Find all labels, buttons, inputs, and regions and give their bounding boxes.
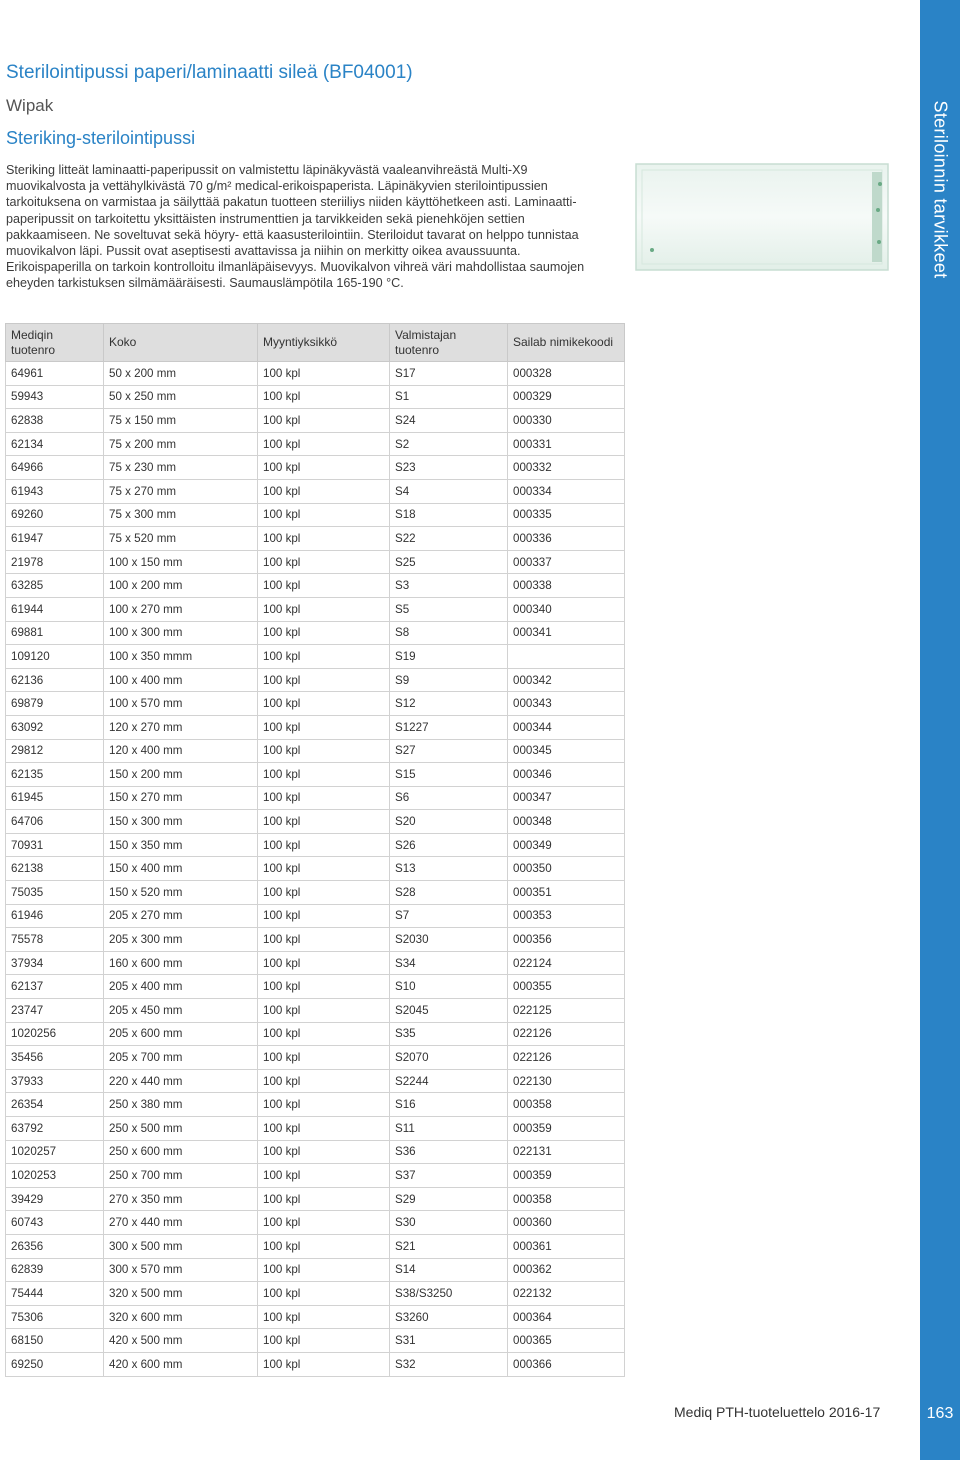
table-row: [6, 1117, 625, 1141]
cell-mediq-number: 61945: [6, 786, 104, 810]
table-row: [6, 503, 625, 527]
cell-mediq-number: 62135: [6, 763, 104, 787]
table-row: [6, 786, 625, 810]
cell-size: 100 x 300 mm: [104, 621, 258, 645]
cell-mediq-number: 62839: [6, 1258, 104, 1282]
table-row: [6, 833, 625, 857]
cell-size: 120 x 270 mm: [104, 715, 258, 739]
cell-manufacturer-number: S3260: [390, 1305, 508, 1329]
cell-sales-unit: 100 kpl: [258, 833, 390, 857]
cell-mediq-number: 69879: [6, 692, 104, 716]
cell-size: 150 x 520 mm: [104, 881, 258, 905]
header-size: Koko: [104, 324, 258, 362]
cell-sailab-code: 000344: [508, 715, 625, 739]
cell-sailab-code: 000331: [508, 432, 625, 456]
cell-mediq-number: 63285: [6, 574, 104, 598]
cell-sailab-code: 000362: [508, 1258, 625, 1282]
section-label-text: Steriloinnin tarvikkeet: [930, 100, 951, 278]
cell-manufacturer-number: S30: [390, 1211, 508, 1235]
cell-size: 205 x 270 mm: [104, 904, 258, 928]
cell-sales-unit: 100 kpl: [258, 928, 390, 952]
table-row: [6, 1069, 625, 1093]
cell-size: 75 x 230 mm: [104, 456, 258, 480]
cell-sailab-code: 022132: [508, 1282, 625, 1306]
cell-sailab-code: 000349: [508, 833, 625, 857]
cell-sales-unit: 100 kpl: [258, 786, 390, 810]
cell-manufacturer-number: S2030: [390, 928, 508, 952]
cell-mediq-number: 70931: [6, 833, 104, 857]
cell-sales-unit: 100 kpl: [258, 1069, 390, 1093]
cell-size: 100 x 270 mm: [104, 597, 258, 621]
section-label: [920, 64, 960, 314]
cell-manufacturer-number: S20: [390, 810, 508, 834]
cell-sailab-code: 000365: [508, 1329, 625, 1353]
table-row: [6, 1046, 625, 1070]
cell-manufacturer-number: S21: [390, 1234, 508, 1258]
table-row: [6, 668, 625, 692]
cell-sales-unit: 100 kpl: [258, 1093, 390, 1117]
cell-manufacturer-number: S27: [390, 739, 508, 763]
cell-size: 120 x 400 mm: [104, 739, 258, 763]
table-row: [6, 479, 625, 503]
cell-sailab-code: 022131: [508, 1140, 625, 1164]
table-row: [6, 1022, 625, 1046]
table-row: [6, 1258, 625, 1282]
cell-size: 205 x 700 mm: [104, 1046, 258, 1070]
table-row: [6, 763, 625, 787]
table-row: [6, 951, 625, 975]
table-row: [6, 999, 625, 1023]
table-row: [6, 810, 625, 834]
cell-mediq-number: 35456: [6, 1046, 104, 1070]
cell-manufacturer-number: S9: [390, 668, 508, 692]
cell-mediq-number: 64706: [6, 810, 104, 834]
cell-mediq-number: 69260: [6, 503, 104, 527]
cell-sailab-code: 000358: [508, 1093, 625, 1117]
table-row: [6, 385, 625, 409]
table-row: [6, 1140, 625, 1164]
cell-sailab-code: 000342: [508, 668, 625, 692]
cell-manufacturer-number: S24: [390, 409, 508, 433]
table-row: [6, 692, 625, 716]
cell-size: 250 x 380 mm: [104, 1093, 258, 1117]
table-row: [6, 645, 625, 669]
cell-manufacturer-number: S16: [390, 1093, 508, 1117]
cell-sailab-code: 022126: [508, 1046, 625, 1070]
cell-size: 250 x 700 mm: [104, 1164, 258, 1188]
cell-sales-unit: 100 kpl: [258, 503, 390, 527]
table-row: [6, 432, 625, 456]
cell-sailab-code: 000350: [508, 857, 625, 881]
table-row: [6, 1305, 625, 1329]
table-row: [6, 574, 625, 598]
table-row: [6, 1282, 625, 1306]
cell-manufacturer-number: S37: [390, 1164, 508, 1188]
table-row: [6, 715, 625, 739]
cell-manufacturer-number: S17: [390, 362, 508, 386]
cell-sailab-code: 000364: [508, 1305, 625, 1329]
product-photo: [634, 160, 890, 274]
cell-manufacturer-number: S12: [390, 692, 508, 716]
cell-size: 420 x 600 mm: [104, 1352, 258, 1376]
cell-sailab-code: 000347: [508, 786, 625, 810]
cell-sailab-code: 022130: [508, 1069, 625, 1093]
cell-size: 150 x 200 mm: [104, 763, 258, 787]
cell-sailab-code: 000351: [508, 881, 625, 905]
cell-sales-unit: 100 kpl: [258, 1234, 390, 1258]
cell-sales-unit: 100 kpl: [258, 999, 390, 1023]
cell-mediq-number: 64966: [6, 456, 104, 480]
cell-size: 75 x 300 mm: [104, 503, 258, 527]
cell-size: 220 x 440 mm: [104, 1069, 258, 1093]
cell-sailab-code: 000329: [508, 385, 625, 409]
cell-sailab-code: [508, 645, 625, 669]
cell-sales-unit: 100 kpl: [258, 810, 390, 834]
cell-sales-unit: 100 kpl: [258, 975, 390, 999]
cell-mediq-number: 75306: [6, 1305, 104, 1329]
cell-size: 75 x 520 mm: [104, 527, 258, 551]
cell-sailab-code: 000335: [508, 503, 625, 527]
cell-sales-unit: 100 kpl: [258, 1140, 390, 1164]
cell-sales-unit: 100 kpl: [258, 951, 390, 975]
cell-sales-unit: 100 kpl: [258, 904, 390, 928]
cell-sailab-code: 000345: [508, 739, 625, 763]
cell-sales-unit: 100 kpl: [258, 739, 390, 763]
cell-size: 205 x 450 mm: [104, 999, 258, 1023]
cell-size: 320 x 500 mm: [104, 1282, 258, 1306]
cell-sales-unit: 100 kpl: [258, 1329, 390, 1353]
cell-manufacturer-number: S4: [390, 479, 508, 503]
cell-manufacturer-number: S22: [390, 527, 508, 551]
cell-manufacturer-number: S8: [390, 621, 508, 645]
cell-manufacturer-number: S3: [390, 574, 508, 598]
cell-mediq-number: 21978: [6, 550, 104, 574]
table-row: [6, 1187, 625, 1211]
cell-mediq-number: 26354: [6, 1093, 104, 1117]
cell-sailab-code: 000341: [508, 621, 625, 645]
table-row: [6, 550, 625, 574]
cell-manufacturer-number: S14: [390, 1258, 508, 1282]
cell-manufacturer-number: S18: [390, 503, 508, 527]
table-row: [6, 904, 625, 928]
cell-manufacturer-number: S1227: [390, 715, 508, 739]
cell-sailab-code: 000343: [508, 692, 625, 716]
catalog-footer: Mediq PTH-tuoteluettelo 2016-17: [674, 1404, 881, 1420]
cell-size: 75 x 270 mm: [104, 479, 258, 503]
cell-size: 150 x 300 mm: [104, 810, 258, 834]
cell-size: 205 x 300 mm: [104, 928, 258, 952]
cell-sales-unit: 100 kpl: [258, 1305, 390, 1329]
cell-manufacturer-number: S34: [390, 951, 508, 975]
product-description: Steriking litteät laminaatti-paperipussit on valmistettu läpinäkyvästä vaaleanvihreästä Multi-X9 muovikalvosta ja vettähylkivästä 70 g/m² medical-erikoispaperista. Läpinäkyvien sterilointipussien tarkoituksena on varmistaa ja säilyttää pakatun tuotteen steriiliys niiden käyttöhetkeen asti. Laminaatti-paperipussit on tarkoitettu yksittäisten instrumenttien ja tarvikkeiden sekä pienehköjen settien pakkaamiseen. Ne soveltuvat sekä höyry- että kaasusterilointiin. Steriloidut tavarat on helppo tunnistaa muovikalvon läpi. Pussit ovat aseptisesti avattavissa ja niihin on merkitty oikea avaussuunta. Erikoispaperilla on tarkoin kontrolloitu ilmanläpäisevyys. Muovikalvon vihreä väri mahdollistaa saumojen eheyden tarkistuksen silmämääräisesti. Saumauslämpötila 165-190 °C.: [6, 163, 585, 291]
cell-sailab-code: 000338: [508, 574, 625, 598]
cell-size: 100 x 400 mm: [104, 668, 258, 692]
cell-manufacturer-number: S2244: [390, 1069, 508, 1093]
cell-sales-unit: 100 kpl: [258, 1282, 390, 1306]
cell-size: 300 x 500 mm: [104, 1234, 258, 1258]
cell-sales-unit: 100 kpl: [258, 409, 390, 433]
cell-sales-unit: 100 kpl: [258, 692, 390, 716]
cell-size: 75 x 200 mm: [104, 432, 258, 456]
cell-mediq-number: 62137: [6, 975, 104, 999]
cell-manufacturer-number: S35: [390, 1022, 508, 1046]
cell-sales-unit: 100 kpl: [258, 645, 390, 669]
cell-sales-unit: 100 kpl: [258, 385, 390, 409]
cell-mediq-number: 26356: [6, 1234, 104, 1258]
product-table: [5, 323, 625, 1377]
cell-mediq-number: 75035: [6, 881, 104, 905]
table-row: [6, 881, 625, 905]
cell-size: 250 x 600 mm: [104, 1140, 258, 1164]
cell-size: 420 x 500 mm: [104, 1329, 258, 1353]
cell-mediq-number: 61943: [6, 479, 104, 503]
cell-mediq-number: 64961: [6, 362, 104, 386]
cell-mediq-number: 60743: [6, 1211, 104, 1235]
cell-size: 50 x 250 mm: [104, 385, 258, 409]
cell-sales-unit: 100 kpl: [258, 668, 390, 692]
cell-sales-unit: 100 kpl: [258, 881, 390, 905]
header-manufacturer-number: Valmistajan tuotenro: [390, 324, 508, 362]
cell-manufacturer-number: S11: [390, 1117, 508, 1141]
cell-mediq-number: 1020256: [6, 1022, 104, 1046]
cell-sales-unit: 100 kpl: [258, 479, 390, 503]
table-row: [6, 362, 625, 386]
brand-name: Wipak: [6, 96, 54, 115]
cell-manufacturer-number: S2: [390, 432, 508, 456]
table-row: [6, 1329, 625, 1353]
table-row: [6, 1234, 625, 1258]
cell-mediq-number: 109120: [6, 645, 104, 669]
table-row: [6, 928, 625, 952]
header-sales-unit: Myyntiyksikkö: [258, 324, 390, 362]
cell-size: 270 x 440 mm: [104, 1211, 258, 1235]
table-row: [6, 857, 625, 881]
cell-sales-unit: 100 kpl: [258, 715, 390, 739]
cell-size: 300 x 570 mm: [104, 1258, 258, 1282]
cell-mediq-number: 37933: [6, 1069, 104, 1093]
cell-manufacturer-number: S36: [390, 1140, 508, 1164]
cell-size: 100 x 150 mm: [104, 550, 258, 574]
cell-sailab-code: 000334: [508, 479, 625, 503]
cell-sales-unit: 100 kpl: [258, 1211, 390, 1235]
cell-sales-unit: 100 kpl: [258, 1117, 390, 1141]
cell-sailab-code: 000366: [508, 1352, 625, 1376]
cell-size: 150 x 400 mm: [104, 857, 258, 881]
table-row: [6, 456, 625, 480]
cell-manufacturer-number: S6: [390, 786, 508, 810]
cell-mediq-number: 68150: [6, 1329, 104, 1353]
cell-size: 270 x 350 mm: [104, 1187, 258, 1211]
table-row: [6, 621, 625, 645]
cell-mediq-number: 39429: [6, 1187, 104, 1211]
cell-sales-unit: 100 kpl: [258, 1352, 390, 1376]
table-row: [6, 597, 625, 621]
table-row: [6, 1352, 625, 1376]
cell-mediq-number: 75578: [6, 928, 104, 952]
cell-mediq-number: 69881: [6, 621, 104, 645]
cell-size: 75 x 150 mm: [104, 409, 258, 433]
cell-size: 100 x 350 mmm: [104, 645, 258, 669]
cell-sales-unit: 100 kpl: [258, 1187, 390, 1211]
cell-sales-unit: 100 kpl: [258, 857, 390, 881]
cell-manufacturer-number: S38/S3250: [390, 1282, 508, 1306]
cell-sailab-code: 000332: [508, 456, 625, 480]
cell-sales-unit: 100 kpl: [258, 1164, 390, 1188]
cell-sales-unit: 100 kpl: [258, 550, 390, 574]
cell-size: 150 x 350 mm: [104, 833, 258, 857]
cell-size: 50 x 200 mm: [104, 362, 258, 386]
cell-sailab-code: 000359: [508, 1164, 625, 1188]
page-title: Sterilointipussi paperi/laminaatti sileä (BF04001): [6, 62, 413, 83]
cell-manufacturer-number: S5: [390, 597, 508, 621]
cell-mediq-number: 62134: [6, 432, 104, 456]
cell-size: 205 x 600 mm: [104, 1022, 258, 1046]
table-row: [6, 1211, 625, 1235]
cell-sales-unit: 100 kpl: [258, 597, 390, 621]
table-row: [6, 1093, 625, 1117]
table-header-row: [6, 324, 625, 362]
cell-sailab-code: 000346: [508, 763, 625, 787]
cell-size: 100 x 200 mm: [104, 574, 258, 598]
cell-sales-unit: 100 kpl: [258, 362, 390, 386]
cell-mediq-number: 23747: [6, 999, 104, 1023]
cell-mediq-number: 62138: [6, 857, 104, 881]
cell-sailab-code: 000336: [508, 527, 625, 551]
cell-manufacturer-number: S15: [390, 763, 508, 787]
cell-manufacturer-number: S23: [390, 456, 508, 480]
cell-sales-unit: 100 kpl: [258, 574, 390, 598]
cell-manufacturer-number: S29: [390, 1187, 508, 1211]
table-row: [6, 975, 625, 999]
cell-manufacturer-number: S10: [390, 975, 508, 999]
cell-mediq-number: 62838: [6, 409, 104, 433]
cell-manufacturer-number: S28: [390, 881, 508, 905]
cell-manufacturer-number: S32: [390, 1352, 508, 1376]
cell-size: 250 x 500 mm: [104, 1117, 258, 1141]
cell-sailab-code: 000340: [508, 597, 625, 621]
cell-size: 150 x 270 mm: [104, 786, 258, 810]
cell-size: 160 x 600 mm: [104, 951, 258, 975]
cell-sailab-code: 000337: [508, 550, 625, 574]
cell-sailab-code: 000359: [508, 1117, 625, 1141]
cell-mediq-number: 61944: [6, 597, 104, 621]
table-row: [6, 739, 625, 763]
cell-mediq-number: 63792: [6, 1117, 104, 1141]
table-row: [6, 527, 625, 551]
cell-manufacturer-number: S2045: [390, 999, 508, 1023]
cell-mediq-number: 1020253: [6, 1164, 104, 1188]
cell-sales-unit: 100 kpl: [258, 456, 390, 480]
table-row: [6, 409, 625, 433]
cell-sailab-code: 000360: [508, 1211, 625, 1235]
cell-mediq-number: 29812: [6, 739, 104, 763]
cell-mediq-number: 61947: [6, 527, 104, 551]
cell-mediq-number: 69250: [6, 1352, 104, 1376]
cell-sailab-code: 000361: [508, 1234, 625, 1258]
cell-sales-unit: 100 kpl: [258, 1022, 390, 1046]
cell-size: 100 x 570 mm: [104, 692, 258, 716]
cell-mediq-number: 61946: [6, 904, 104, 928]
cell-mediq-number: 63092: [6, 715, 104, 739]
cell-size: 320 x 600 mm: [104, 1305, 258, 1329]
cell-mediq-number: 62136: [6, 668, 104, 692]
page-number: 163: [920, 1394, 960, 1434]
cell-sailab-code: 000356: [508, 928, 625, 952]
cell-sailab-code: 000358: [508, 1187, 625, 1211]
cell-size: 205 x 400 mm: [104, 975, 258, 999]
cell-sailab-code: 000355: [508, 975, 625, 999]
cell-mediq-number: 59943: [6, 385, 104, 409]
header-sailab-code: Sailab nimikekoodi: [508, 324, 625, 362]
cell-sales-unit: 100 kpl: [258, 527, 390, 551]
cell-sailab-code: 022126: [508, 1022, 625, 1046]
cell-sailab-code: 022124: [508, 951, 625, 975]
cell-sales-unit: 100 kpl: [258, 763, 390, 787]
cell-manufacturer-number: S7: [390, 904, 508, 928]
cell-sales-unit: 100 kpl: [258, 1046, 390, 1070]
cell-manufacturer-number: S1: [390, 385, 508, 409]
cell-sailab-code: 000330: [508, 409, 625, 433]
cell-sailab-code: 000348: [508, 810, 625, 834]
cell-manufacturer-number: S25: [390, 550, 508, 574]
cell-sales-unit: 100 kpl: [258, 621, 390, 645]
table-body: [6, 362, 625, 1377]
cell-sailab-code: 022125: [508, 999, 625, 1023]
cell-manufacturer-number: S31: [390, 1329, 508, 1353]
table-row: [6, 1164, 625, 1188]
product-subtitle: Steriking-sterilointipussi: [6, 128, 196, 148]
cell-sales-unit: 100 kpl: [258, 432, 390, 456]
cell-mediq-number: 1020257: [6, 1140, 104, 1164]
cell-mediq-number: 37934: [6, 951, 104, 975]
cell-manufacturer-number: S13: [390, 857, 508, 881]
cell-sailab-code: 000328: [508, 362, 625, 386]
header-mediq-number: Mediqin tuotenro: [6, 324, 104, 362]
cell-sailab-code: 000353: [508, 904, 625, 928]
cell-manufacturer-number: S2070: [390, 1046, 508, 1070]
cell-manufacturer-number: S26: [390, 833, 508, 857]
cell-manufacturer-number: S19: [390, 645, 508, 669]
cell-mediq-number: 75444: [6, 1282, 104, 1306]
cell-sales-unit: 100 kpl: [258, 1258, 390, 1282]
